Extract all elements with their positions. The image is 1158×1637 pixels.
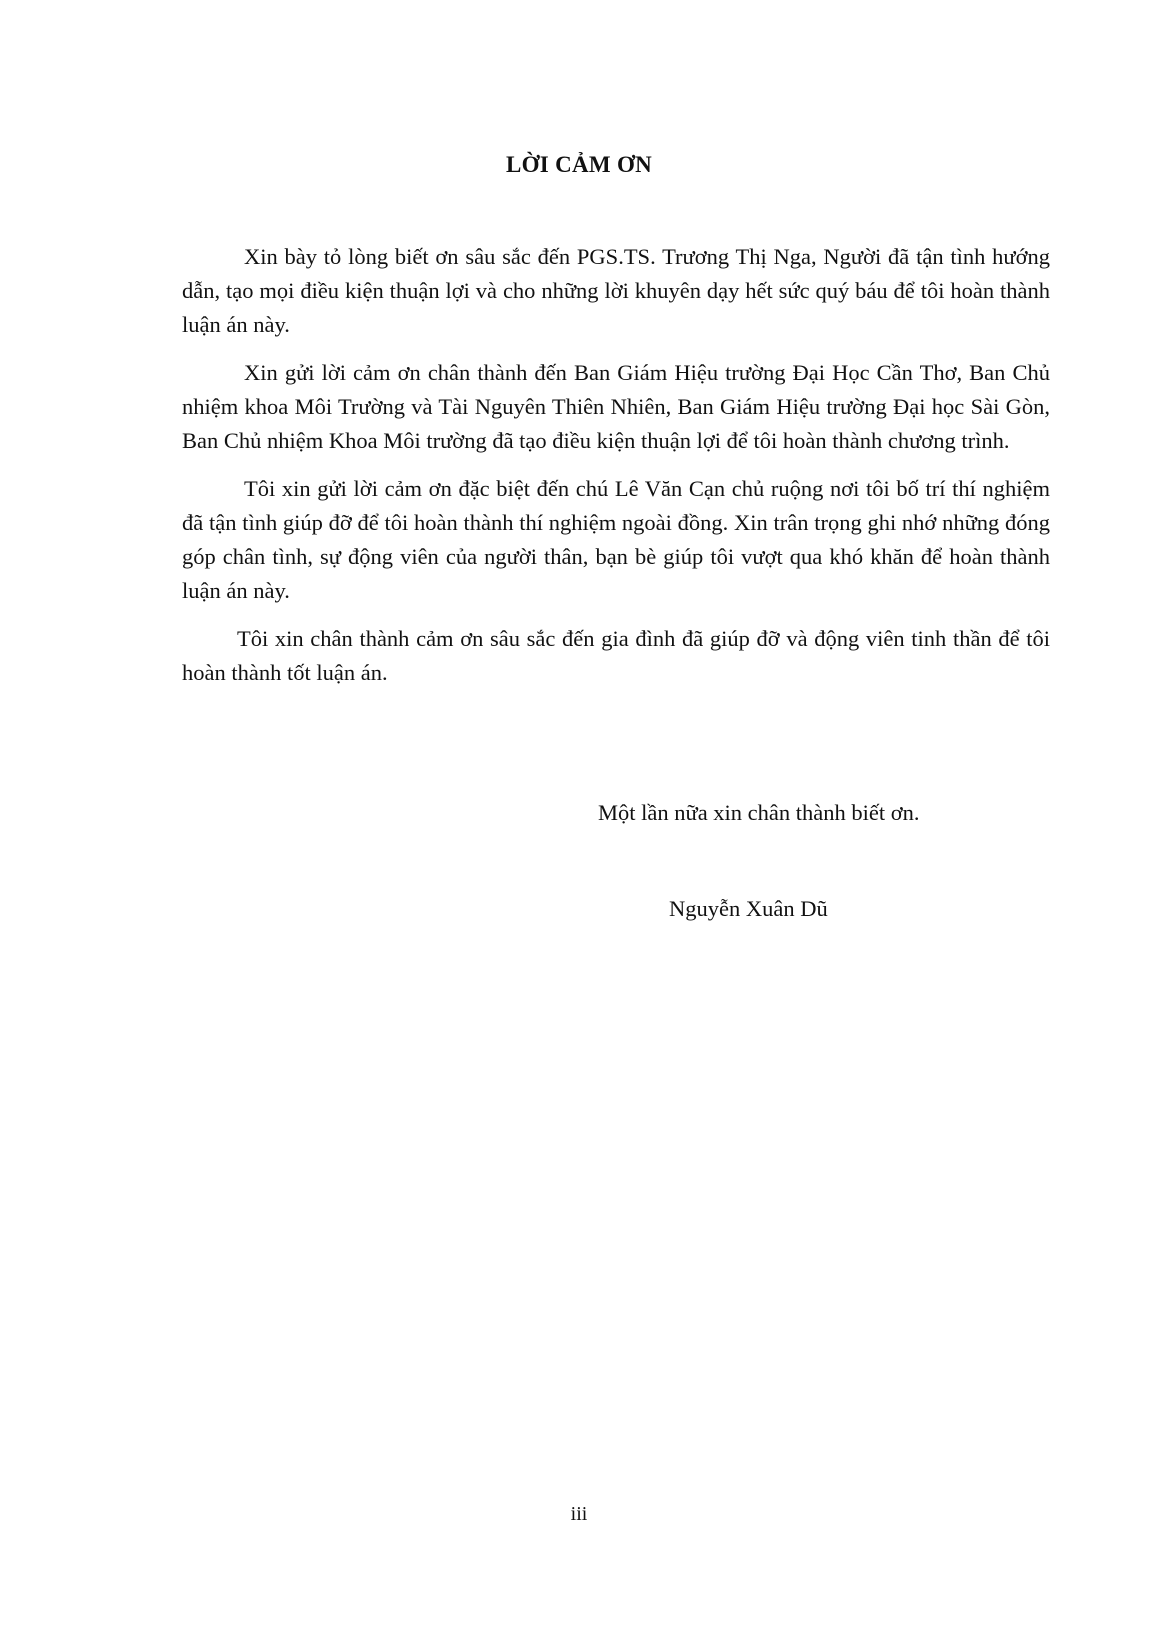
paragraph-4: Tôi xin chân thành cảm ơn sâu sắc đến gia đình đã giúp đỡ và động viên tinh thần để tôi hoàn thành tốt luận án. [182, 626, 1050, 685]
paragraph-2: Xin gửi lời cảm ơn chân thành đến Ban Giám Hiệu trường Đại Học Cần Thơ, Ban Chủ nhiệm khoa Môi Trường và Tài Nguyên Thiên Nhiên, Ban Giám Hiệu trường Đại học Sài Gòn, Ban Chủ nhiệm Khoa Môi trường đã tạo điều kiện thuận lợi để tôi hoàn thành chương trình. [182, 360, 1050, 453]
author-signature: Nguyễn Xuân Dũ [669, 896, 828, 921]
acknowledgement-body [182, 240, 1050, 704]
page-title: LỜI CẢM ƠN [505, 152, 653, 177]
paragraph-3: Tôi xin gửi lời cảm ơn đặc biệt đến chú Lê Văn Cạn chủ ruộng nơi tôi bố trí thí nghiệm đã tận tình giúp đỡ để tôi hoàn thành thí nghiệm ngoài đồng. Xin trân trọng ghi nhớ những đóng góp chân tình, sự động viên của người thân, bạn bè giúp tôi vượt qua khó khăn để hoàn thành luận án này. [182, 476, 1050, 603]
paragraph-1: Xin bày tỏ lòng biết ơn sâu sắc đến PGS.TS. Trương Thị Nga, Người đã tận tình hướng dẫn, tạo mọi điều kiện thuận lợi và cho những lời khuyên dạy hết sức quý báu để tôi hoàn thành luận án này. [182, 244, 1050, 337]
page-number: iii [570, 1503, 588, 1525]
closing-line: Một lần nữa xin chân thành biết ơn. [598, 800, 920, 825]
